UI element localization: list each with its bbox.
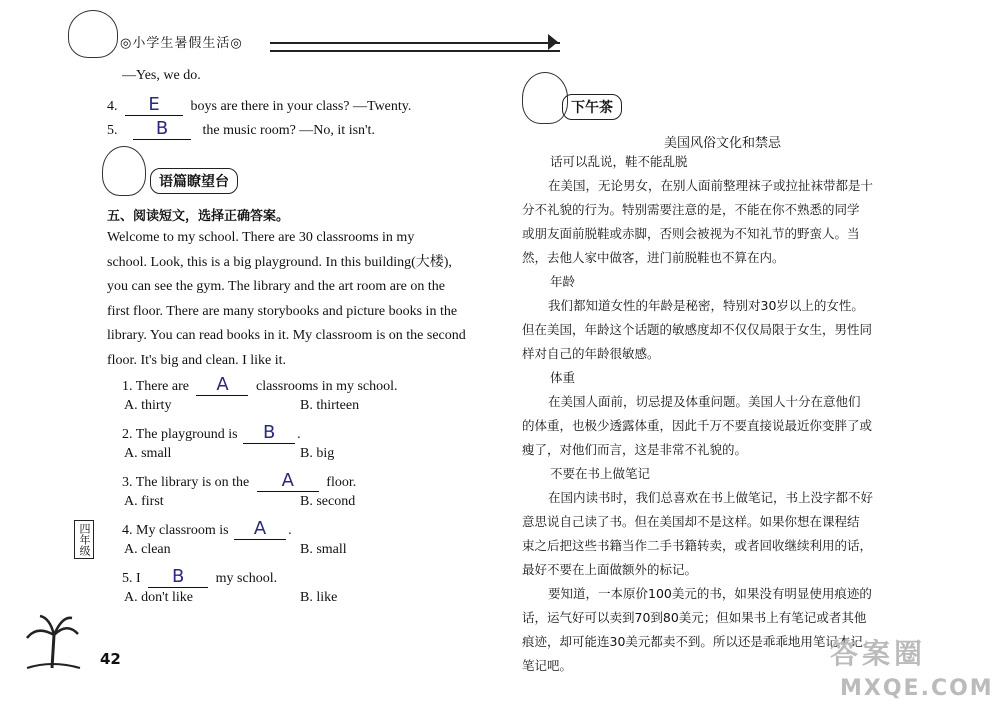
mc1-stem: 1. There are — [122, 379, 189, 394]
article-body — [522, 150, 982, 678]
mc1-handwritten-answer: A — [216, 374, 229, 395]
article-line: 样对自己的年龄很敏感。 — [522, 346, 660, 361]
mc1-stem-end: classrooms in my school. — [255, 379, 398, 394]
q4-blank[interactable] — [125, 94, 183, 116]
article-subhead: 不要在书上做笔记 — [550, 466, 651, 481]
mc4-blank[interactable] — [234, 518, 286, 540]
article-line: 或朋友面前脱鞋或赤脚，否则会被视为不知礼节的野蛮人。当 — [522, 226, 860, 241]
mc5-option-b[interactable]: B. like — [300, 590, 338, 605]
header-divider — [270, 42, 560, 52]
mc1-option-a[interactable]: A. thirty — [124, 398, 172, 413]
grade-side-label: 四年级 — [74, 520, 94, 559]
article-line: 在美国人面前，切忌提及体重问题。美国人十分在意他们 — [548, 394, 861, 409]
q4-number: 4. — [107, 99, 118, 114]
article-line: 要知道，一本原价100美元的书，如果没有明显使用痕迹的 — [548, 586, 872, 601]
q5-blank[interactable] — [133, 118, 191, 140]
q5-number: 5. — [107, 123, 118, 138]
mc-question-1 — [122, 374, 398, 396]
mc-question-5 — [122, 566, 277, 588]
mc5-blank[interactable] — [148, 566, 208, 588]
mc2-blank[interactable] — [243, 422, 295, 444]
mc2-option-b[interactable]: B. big — [300, 446, 335, 461]
passage-line: library. You can read books in it. My classroom is on the second — [107, 328, 466, 343]
article-line: 话，运气好可以卖到70到80美元；但如果书上有笔记或者其他 — [522, 610, 867, 625]
article-line: 笔记吧。 — [522, 658, 573, 673]
mc2-handwritten-answer: B — [262, 422, 276, 443]
mc3-handwritten-answer: A — [281, 470, 294, 491]
article-line: 意思说自己读了书。但在美国却不是这样。如果你想在课程结 — [522, 514, 860, 529]
mc3-stem-end: floor. — [326, 475, 357, 490]
article-line: 分不礼貌的行为。特别需要注意的是，不能在你不熟悉的同学 — [522, 202, 860, 217]
watermark-url: MXQE.COM — [840, 676, 994, 701]
article-line: 我们都知道女性的年龄是秘密，特别对30岁以上的女性。 — [548, 298, 864, 313]
passage-line: floor. It's big and clean. I like it. — [107, 352, 287, 368]
article-title: 美国风俗文化和禁忌 — [664, 136, 782, 151]
question-4 — [107, 94, 411, 116]
mc1-option-b[interactable]: B. thirteen — [300, 398, 360, 413]
mc4-option-a[interactable]: A. clean — [124, 542, 171, 557]
passage-line: school. Look, this is a big playground. In this building(大楼), — [107, 254, 452, 270]
mc2-stem: 2. The playground is — [122, 427, 238, 442]
mc4-stem-end: . — [288, 523, 292, 538]
article-line: 但在美国，年龄这个话题的敏感度却不仅仅局限于女生，男性同 — [522, 322, 873, 337]
mc3-blank[interactable] — [257, 470, 319, 492]
q5-text: the music room? —No, it isn't. — [202, 123, 375, 138]
article-line: 然，去他人家中做客，进门前脱鞋也不算在内。 — [522, 250, 785, 265]
mc5-handwritten-answer: B — [171, 566, 185, 587]
mc-question-4 — [122, 518, 292, 540]
page-number: 42 — [100, 650, 121, 668]
q5-handwritten-answer: B — [155, 118, 169, 139]
mc4-option-b[interactable]: B. small — [300, 542, 347, 557]
mc4-stem: 4. My classroom is — [122, 523, 229, 538]
mc2-stem-end: . — [297, 427, 301, 442]
mc3-option-b[interactable]: B. second — [300, 494, 356, 509]
article-subhead: 体重 — [550, 370, 576, 385]
afternoon-tea-badge: 下午茶 — [562, 94, 622, 120]
mc-question-3 — [122, 470, 356, 492]
article-line: 瘦了，对他们而言，这是非常不礼貌的。 — [522, 442, 748, 457]
article-line: 在国内读书时，我们总喜欢在书上做笔记，书上没字都不好 — [548, 490, 874, 505]
article-subhead: 话可以乱说，鞋不能乱脱 — [550, 154, 688, 169]
question-5 — [107, 118, 375, 140]
article-line: 束之后把这些书籍当作二手书籍转卖，或者回收继续利用的话， — [522, 538, 873, 553]
mc3-option-a[interactable]: A. first — [124, 494, 164, 509]
section-badge: 语篇瞭望台 — [150, 168, 238, 194]
tea-mascot-icon — [522, 72, 568, 124]
header-arrow-icon — [548, 34, 558, 50]
reading-mascot-icon — [102, 146, 146, 196]
article-line: 在美国，无论男女，在别人面前整理袜子或拉扯袜带都是十 — [548, 178, 874, 193]
mc-question-2 — [122, 422, 301, 444]
q4-handwritten-answer: E — [148, 94, 160, 115]
article-line: 的体重，也极少透露体重，因此千万不要直接说最近你变胖了或 — [522, 418, 873, 433]
mc5-stem: 5. I — [122, 571, 141, 586]
passage-line: you can see the gym. The library and the art room are on the — [107, 279, 445, 294]
mc2-option-a[interactable]: A. small — [124, 446, 172, 461]
article-line: 痕迹，却可能连30美元都卖不到。所以还是乖乖地用笔记本记 — [522, 634, 863, 649]
article-subhead: 年龄 — [550, 274, 576, 289]
mc1-blank[interactable] — [196, 374, 248, 396]
q4-text: boys are there in your class? —Twenty. — [190, 99, 412, 114]
passage-line: first floor. There are many storybooks and picture books in the — [107, 303, 458, 319]
reading-passage — [107, 226, 495, 373]
section-title: 五、阅读短文，选择正确答案。 — [107, 209, 290, 224]
prev-answer-line: —Yes, we do. — [122, 68, 201, 83]
mc5-option-a[interactable]: A. don't like — [124, 590, 194, 605]
palm-tree-icon — [22, 610, 82, 670]
mc5-stem-end: my school. — [215, 571, 278, 586]
header-title: ◎小学生暑假生活◎ — [120, 36, 243, 51]
article-line: 最好不要在上面做额外的标记。 — [522, 562, 698, 577]
watermark-logo: 答案圈 — [830, 637, 927, 670]
mc3-stem: 3. The library is on the — [122, 475, 250, 490]
mc4-handwritten-answer: A — [253, 518, 267, 539]
passage-line: Welcome to my school. There are 30 classrooms in my — [107, 230, 415, 245]
student-mascot-icon — [68, 10, 118, 58]
